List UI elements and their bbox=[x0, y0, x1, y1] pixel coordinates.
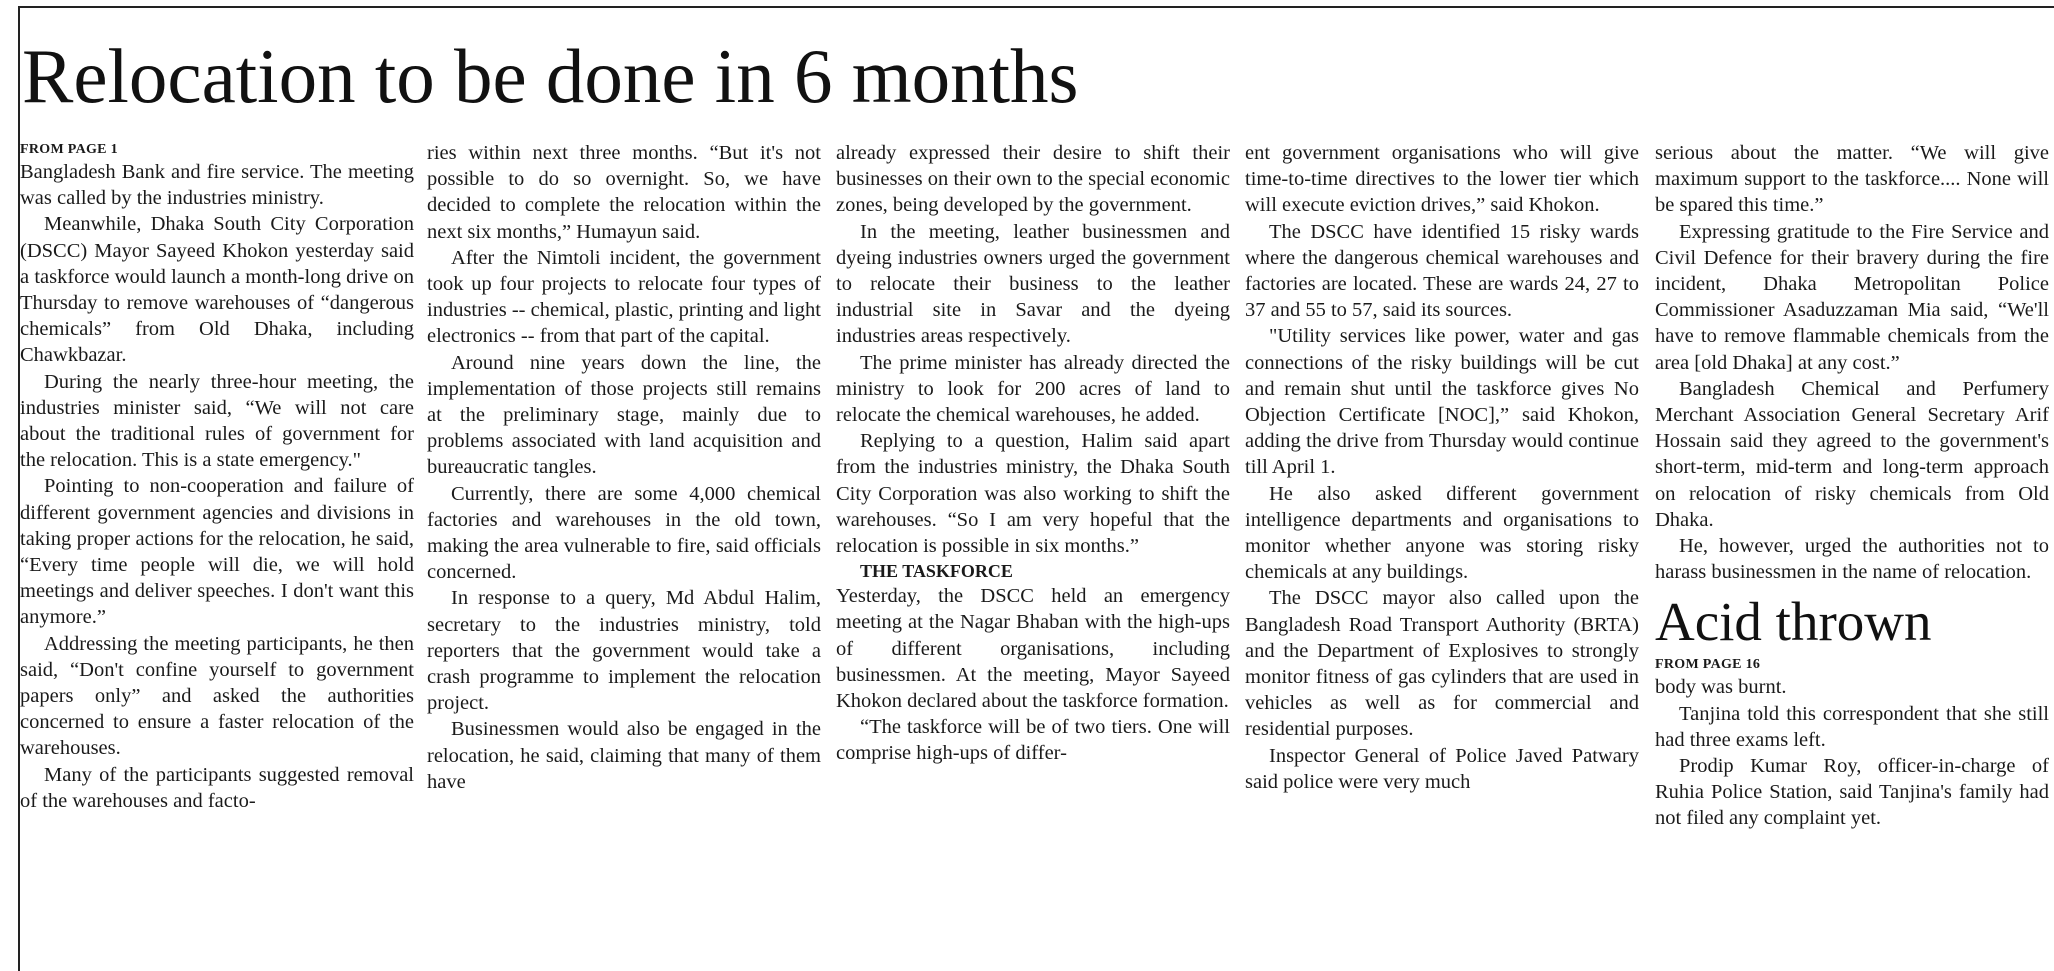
paragraph: Addressing the meeting participants, he then said, “Don't confine yourself to government papers only” and asked the authorities concerned to ensure a faster relocation of the warehouses. bbox=[20, 632, 414, 760]
paragraph: Businessmen would also be engaged in the relocation, he said, claiming that many of them have bbox=[427, 718, 821, 793]
paragraph: The DSCC have identified 15 risky wards where the dangerous chemical warehouses and factories are located. These are wards 24, 27 to 37 and 55 to 57, said its sources. bbox=[1245, 220, 1639, 322]
paragraph: Prodip Kumar Roy, officer-in-charge of Ruhia Police Station, said Tanjina's family had not filed any complaint yet. bbox=[1655, 755, 2049, 830]
top-rule bbox=[18, 6, 2054, 8]
paragraph: Bangladesh Bank and fire service. The meeting was called by the industries ministry. bbox=[20, 161, 414, 210]
paragraph: body was burnt. bbox=[1655, 676, 1787, 699]
paragraph: After the Nimtoli incident, the government took up four projects to relocate four types of industries -- chemical, plastic, printing and light electronics -- from that part of the capital. bbox=[427, 246, 821, 348]
second-headline: Acid thrown bbox=[1655, 591, 1932, 653]
paragraph: Inspector General of Police Javed Patwary said police were very much bbox=[1245, 744, 1639, 793]
paragraph: Bangladesh Chemical and Perfumery Merchant Association General Secretary Arif Hossain said they agreed to the government's short-term, mid-term and long-term approach on relocation of risky chemicals from Old Dhaka. bbox=[1655, 377, 2049, 531]
paragraph: already expressed their desire to shift their businesses on their own to the special economic zones, being developed by the government. bbox=[836, 142, 1230, 217]
paragraph: He also asked different government intelligence departments and organisations to monitor whether anyone was storing risky chemicals at any buildings. bbox=[1245, 482, 1639, 584]
paragraph: serious about the matter. “We will give maximum support to the taskforce.... None will be spared this time.” bbox=[1655, 142, 2049, 217]
paragraph: In response to a query, Md Abdul Halim, secretary to the industries ministry, told reporters that the government would take a crash programme to implement the relocation project. bbox=[427, 587, 821, 715]
from-page-kicker: FROM PAGE 1 bbox=[20, 142, 118, 157]
paragraph: Tanjina told this correspondent that she still had three exams left. bbox=[1655, 702, 2049, 751]
column-2 bbox=[427, 140, 821, 795]
paragraph: Expressing gratitude to the Fire Service and Civil Defence for their bravery during the fire incident, Dhaka Metropolitan Police Commissioner Asaduzzaman Mia said, “We'll have to remove flammable chemicals from the area [old Dhaka] at any cost.” bbox=[1655, 220, 2049, 374]
paragraph: The prime minister has already directed the ministry to look for 200 acres of land to relocate the chemical warehouses, he added. bbox=[836, 351, 1230, 427]
paragraph: Meanwhile, Dhaka South City Corporation (DSCC) Mayor Sayeed Khokon yesterday said a taskforce would launch a month-long drive on Thursday to remove warehouses of “dangerous chemicals” from Old Dhaka, including Chawkbazar. bbox=[20, 213, 414, 367]
paragraph: Many of the participants suggested removal of the warehouses and facto- bbox=[20, 763, 414, 812]
from-page-kicker-2: FROM PAGE 16 bbox=[1655, 657, 1761, 673]
paragraph: Pointing to non-cooperation and failure of different government agencies and divisions in taking proper actions for the relocation, he said, “Every time people will die, we will hold meetings and deliver speeches. I don't want this anymore.” bbox=[20, 475, 414, 629]
paragraph: In the meeting, leather businessmen and dyeing industries owners urged the government to relocate their business to the leather industrial site in Savar and the dyeing industries areas respectively. bbox=[836, 220, 1230, 348]
paragraph: "Utility services like power, water and gas connections of the risky buildings will be cut and remain shut until the taskforce gives No Objection Certificate [NOC],” said Khokon, adding the drive from Thursday would continue till April 1. bbox=[1245, 325, 1639, 479]
paragraph: Replying to a question, Halim said apart from the industries ministry, the Dhaka South City Corporation was also working to shift the warehouses. “So I am very hopeful that the relocation is possible in six months.” bbox=[836, 430, 1230, 558]
paragraph: Yesterday, the DSCC held an emergency meeting at the Nagar Bhaban with the high-ups of different organisations, including businessmen. At the meeting, Mayor Sayeed Khokon declared about the taskforce formation. bbox=[836, 585, 1230, 713]
section-subhead: THE TASKFORCE bbox=[860, 561, 1013, 582]
paragraph: ent government organisations who will give time-to-time directives to the lower tier which will execute eviction drives,” said Khokon. bbox=[1245, 142, 1639, 217]
paragraph: During the nearly three-hour meeting, the industries minister said, “We will not care about the traditional rules of government for the relocation. This is a state emergency." bbox=[20, 370, 414, 472]
paragraph: ries within next three months. “But it's not possible to do so overnight. So, we have decided to complete the relocation within the next six months,” Humayun said. bbox=[427, 142, 821, 243]
column-1 bbox=[20, 140, 414, 814]
paragraph: The DSCC mayor also called upon the Bangladesh Road Transport Authority (BRTA) and the Department of Explosives to strongly monitor fitness of gas cylinders that are used in vehicles as well as for commercial and residential purposes. bbox=[1245, 587, 1639, 741]
paragraph: Around nine years down the line, the implementation of those projects still remains at the preliminary stage, mainly due to problems associated with land acquisition and bureaucratic tangles. bbox=[427, 351, 821, 479]
column-4 bbox=[1245, 140, 1639, 795]
column-5 bbox=[1655, 140, 2049, 832]
column-3 bbox=[836, 140, 1230, 767]
paragraph: “The taskforce will be of two tiers. One will comprise high-ups of differ- bbox=[836, 716, 1230, 765]
paragraph: Currently, there are some 4,000 chemical factories and warehouses in the old town, making the area vulnerable to fire, said officials concerned. bbox=[427, 482, 821, 584]
paragraph: He, however, urged the authorities not to harass businessmen in the name of relocation. bbox=[1655, 535, 2049, 584]
main-headline: Relocation to be done in 6 months bbox=[22, 33, 1079, 119]
